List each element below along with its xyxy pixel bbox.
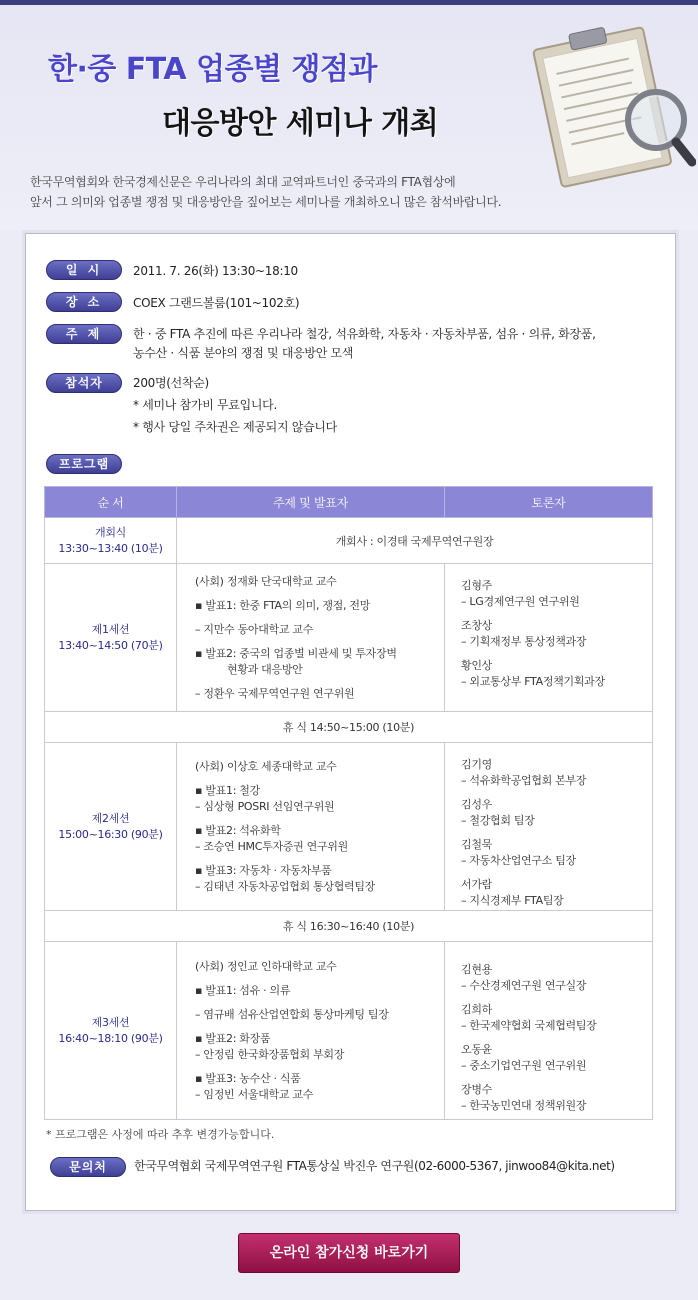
table-header-row xyxy=(45,487,653,518)
session1-title: 제1세션 xyxy=(91,622,130,636)
parking-note: * 행사 당일 주차권은 제공되지 않습니다 xyxy=(133,420,337,434)
program-table xyxy=(44,486,653,1120)
session1-chair: (사회) 정재화 단국대학교 교수 xyxy=(195,574,337,588)
date-value: 2011. 7. 26(화) 13:30~18:10 xyxy=(133,264,298,278)
session2-speaker1: – 심상형 POSRI 선임연구위원 xyxy=(195,799,335,813)
session1-talk2: ▪ 발표2: 중국의 업종별 비관세 및 투자장벽 xyxy=(195,646,397,660)
discussant-affiliation: – 중소기업연구원 연구위원 xyxy=(461,1059,587,1072)
table-row xyxy=(45,911,653,942)
table-row xyxy=(45,564,653,712)
session2-speaker3: – 김태년 자동차공업협회 통상협력팀장 xyxy=(195,879,376,893)
discussant-name: 장병수 xyxy=(461,1083,492,1096)
session3-talk1: ▪ 발표1: 섬유 · 의류 xyxy=(195,983,291,997)
session3-speaker2: – 안정림 한국화장품협회 부회장 xyxy=(195,1047,345,1061)
table-row xyxy=(45,743,653,911)
session1-speaker2: – 정환우 국제무역연구원 연구위원 xyxy=(195,686,355,700)
table-row xyxy=(45,712,653,743)
intro-text xyxy=(30,172,590,212)
discussant-name: 김기영 xyxy=(461,758,492,771)
session3-talk2: ▪ 발표2: 화장품 xyxy=(195,1031,271,1045)
session1-talk2-cont: 현황과 대응방안 xyxy=(227,662,303,676)
break-2: 휴 식 16:30~16:40 (10분) xyxy=(45,911,653,942)
opening-content: 개회사 : 이경태 국제무역연구원장 xyxy=(177,518,653,564)
attendee-value: 200명(선착순) xyxy=(133,376,209,390)
discussant-name: 오동윤 xyxy=(461,1043,492,1056)
discussant-name: 조창상 xyxy=(461,619,492,632)
place-label: 장 소 xyxy=(46,292,122,312)
session2-talk1: ▪ 발표1: 철강 xyxy=(195,783,260,797)
date-label: 일 시 xyxy=(46,260,122,280)
header-discussant: 토론자 xyxy=(445,487,653,518)
session3-speaker1: – 염규배 섬유산업연합회 통상마케팅 팀장 xyxy=(195,1007,389,1021)
discussant-name: 김성우 xyxy=(461,798,492,811)
discussant-affiliation: – 기획재정부 통상정책과장 xyxy=(461,635,587,648)
discussant-name: 김현용 xyxy=(461,963,492,976)
session2-discussants xyxy=(445,743,653,911)
session2-time: 15:00~16:30 (90분) xyxy=(58,827,163,841)
session3-talk3: ▪ 발표3: 농수산 · 식품 xyxy=(195,1071,301,1085)
session1-talk1: ▪ 발표1: 한중 FTA의 의미, 쟁점, 전망 xyxy=(195,598,371,612)
topic-label: 주 제 xyxy=(46,324,122,344)
attendee-label: 참석자 xyxy=(46,373,122,393)
discussant-affiliation: – 한국제약협회 국제협력팀장 xyxy=(461,1019,597,1032)
session1-topics xyxy=(177,564,445,712)
table-row xyxy=(45,942,653,1120)
session3-time: 16:40~18:10 (90분) xyxy=(58,1031,163,1045)
online-registration-button[interactable]: 온라인 참가신청 바로가기 xyxy=(238,1233,460,1273)
discussant-affiliation: – 수산경제연구원 연구실장 xyxy=(461,979,587,992)
topic-value-2: 농수산 · 식품 분야의 쟁점 및 대응방안 모색 xyxy=(133,346,354,360)
session2-order xyxy=(45,743,177,911)
session2-speaker2: – 조승연 HMC투자증권 연구위원 xyxy=(195,839,348,853)
header-order: 순 서 xyxy=(45,487,177,518)
contact-value: 한국무역협회 국제무역연구원 FTA통상실 박진우 연구원(02-6000-5367, jinwoo84@kita.net) xyxy=(134,1159,615,1173)
session1-time: 13:40~14:50 (70분) xyxy=(58,638,163,652)
session3-order xyxy=(45,942,177,1120)
session2-talk2: ▪ 발표2: 석유화학 xyxy=(195,823,281,837)
intro-line-1: 한국무역협회와 한국경제신문은 우리나라의 최대 교역파트너인 중국과의 FTA협상에 xyxy=(30,175,456,189)
program-label: 프로그램 xyxy=(46,454,122,474)
discussant-affiliation: – 자동차산업연구소 팀장 xyxy=(461,854,576,867)
discussant-name: 김철묵 xyxy=(461,838,492,851)
session3-discussants xyxy=(445,942,653,1120)
header-topic: 주제 및 발표자 xyxy=(177,487,445,518)
content-box xyxy=(25,233,676,1211)
session2-chair: (사회) 이상호 세종대학교 교수 xyxy=(195,759,337,773)
discussant-affiliation: – 석유화학공업협회 본부장 xyxy=(461,774,587,787)
session1-order xyxy=(45,564,177,712)
page-title-line2: 대응방안 세미나 개최 xyxy=(162,106,439,141)
discussant-affiliation: – 지식경제부 FTA팀장 xyxy=(461,894,564,907)
break-1: 휴 식 14:50~15:00 (10분) xyxy=(45,712,653,743)
table-row xyxy=(45,518,653,564)
page-title-line1: 한·중 FTA 업종별 쟁점과 xyxy=(48,52,377,87)
session1-discussants xyxy=(445,564,653,712)
clipboard-magnifier-icon xyxy=(518,16,696,191)
topic-value-1: 한 · 중 FTA 추진에 따른 우리나라 철강, 석유화학, 자동차 · 자동차부품, 섬유 · 의류, 화장품, xyxy=(133,327,596,341)
discussant-affiliation: – 한국농민연대 정책위원장 xyxy=(461,1099,587,1112)
discussant-name: 황인상 xyxy=(461,659,492,672)
discussant-name: 서가람 xyxy=(461,878,492,891)
opening-order xyxy=(45,518,177,564)
session1-speaker1: – 지만수 동아대학교 교수 xyxy=(195,622,314,636)
discussant-name: 김형주 xyxy=(461,579,492,592)
discussant-affiliation: – 외교통상부 FTA정책기획과장 xyxy=(461,675,605,688)
discussant-name: 김희하 xyxy=(461,1003,492,1016)
intro-line-2: 앞서 그 의미와 업종별 쟁점 및 대응방안을 짚어보는 세미나를 개최하오니 많은 참석바랍니다. xyxy=(30,195,502,209)
session3-speaker3: – 임정빈 서울대학교 교수 xyxy=(195,1087,314,1101)
session3-chair: (사회) 정인교 인하대학교 교수 xyxy=(195,959,337,973)
fee-note: * 세미나 참가비 무료입니다. xyxy=(133,398,277,412)
opening-title: 개회식 xyxy=(95,525,126,539)
discussant-affiliation: – LG경제연구원 연구위원 xyxy=(461,595,580,608)
program-footnote: * 프로그램은 사정에 따라 추후 변경가능합니다. xyxy=(46,1128,275,1141)
session3-topics xyxy=(177,942,445,1120)
opening-time: 13:30~13:40 (10분) xyxy=(58,541,163,555)
session2-title: 제2세션 xyxy=(91,811,130,825)
discussant-affiliation: – 철강협회 팀장 xyxy=(461,814,535,827)
contact-label: 문의처 xyxy=(50,1157,126,1177)
session2-talk3: ▪ 발표3: 자동차 · 자동차부품 xyxy=(195,863,332,877)
session2-topics xyxy=(177,743,445,911)
place-value: COEX 그랜드볼룸(101~102호) xyxy=(133,296,300,310)
session3-title: 제3세션 xyxy=(91,1015,130,1029)
